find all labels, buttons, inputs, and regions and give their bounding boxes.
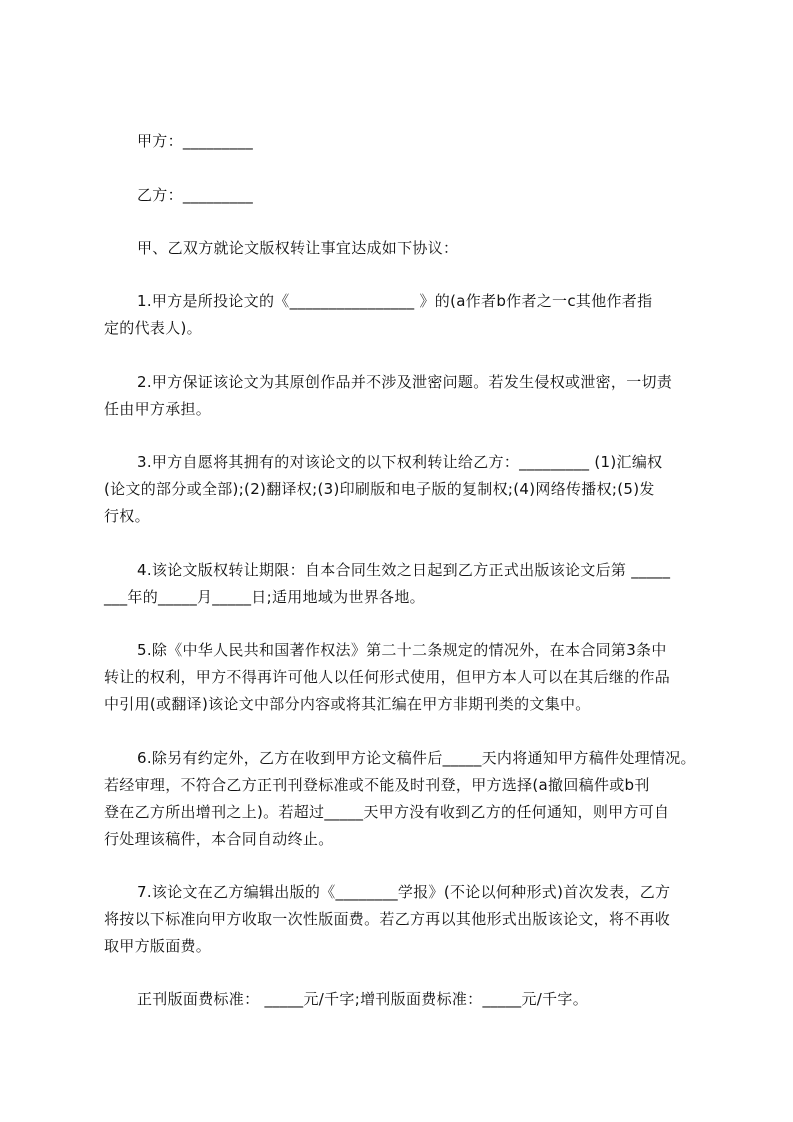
party-a-line: 甲方：_________ (137, 132, 254, 150)
clause-2-line-2: 任由甲方承担。 (104, 400, 212, 418)
clause-6-line-3: 登在乙方所出增刊之上)。若超过_____天甲方没有收到乙方的任何通知，则甲方可自 (104, 803, 670, 821)
clause-3-line-1: 3.甲方自愿将其拥有的对该论文的以下权利转让给乙方：_________ (1)汇编权 (137, 453, 663, 471)
clause-6-line-2: 若经审理，不符合乙方正刊刊登标准或不能及时刊登，甲方选择(a撤回稿件或b刊 (104, 776, 650, 794)
agreement-intro: 甲、乙双方就论文版权转让事宜达成如下协议： (137, 239, 459, 257)
party-b-line: 乙方：_________ (137, 186, 254, 204)
fee-standard-line: 正刊版面费标准： _____元/千字;增刊版面费标准：_____元/千字。 (137, 990, 589, 1008)
clause-4-line-2: ___年的_____月_____日;适用地域为世界各地。 (104, 588, 425, 606)
clause-3-line-2: (论文的部分或全部);(2)翻译权;(3)印刷版和电子版的复制权;(4)网络传播权;(5)发 (104, 480, 655, 498)
clause-6-line-1: 6.除另有约定外，乙方在收到甲方论文稿件后_____天内将通知甲方稿件处理情况。 (137, 749, 696, 767)
clause-5-line-3: 中引用(或翻译)该论文中部分内容或将其汇编在甲方非期刊类的文集中。 (104, 695, 591, 713)
clause-5-line-1: 5.除《中华人民共和国著作权法》第二十二条规定的情况外，在本合同第3条中 (137, 641, 667, 659)
clause-1-line-1: 1.甲方是所投论文的《________________ 》的(a作者b作者之一c其他作者指 (137, 292, 653, 310)
clause-7-line-1: 7.该论文在乙方编辑出版的《________学报》(不论以何种形式)首次发表，乙方 (137, 883, 671, 901)
clause-7-line-3: 取甲方版面费。 (104, 937, 212, 955)
clause-3-line-3: 行权。 (104, 507, 150, 525)
clause-5-line-2: 转让的权利，甲方不得再许可他人以任何形式使用，但甲方本人可以在其后继的作品 (104, 668, 671, 686)
clause-6-line-4: 行处理该稿件，本合同自动终止。 (104, 830, 334, 848)
clause-4-line-1: 4.该论文版权转让期限：自本合同生效之日起到乙方正式出版该论文后第 _____ (137, 561, 671, 579)
clause-7-line-2: 将按以下标准向甲方收取一次性版面费。若乙方再以其他形式出版该论文，将不再收 (104, 910, 671, 928)
clause-1-line-2: 定的代表人)。 (104, 319, 202, 337)
clause-2-line-1: 2.甲方保证该论文为其原创作品并不涉及泄密问题。若发生侵权或泄密，一切责 (137, 373, 673, 391)
